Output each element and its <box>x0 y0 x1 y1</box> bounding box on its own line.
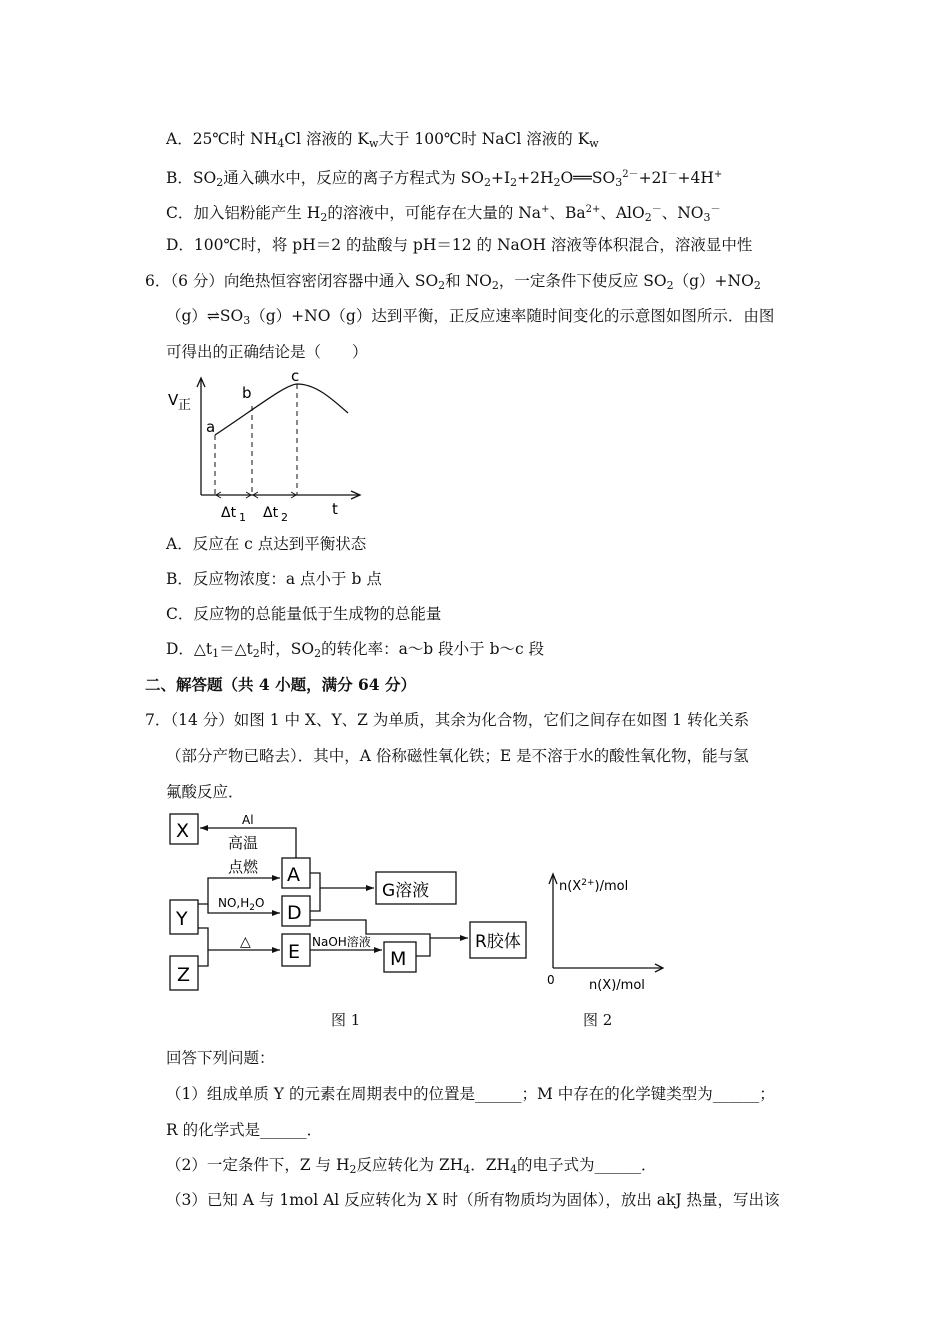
y-label: V <box>168 391 179 409</box>
figure1-caption: 图 1 <box>331 1011 361 1029</box>
q5-option-b: B．$SO_2$通入碘水中，反应的离子方程式为 $SO_2+I_2+2H_2O══SO_3^{2-}+2I^-+4H^+$ <box>166 169 723 189</box>
dt2-sub: 2 <box>281 511 288 524</box>
q7-figure1-diagram <box>160 808 540 998</box>
q7-figure2-axes <box>545 868 670 996</box>
q7-part1-line2: R 的化学式是______． <box>166 1121 323 1139</box>
q7-prompt: 回答下列问题： <box>166 1049 275 1067</box>
d-box-label: D <box>287 902 302 924</box>
section-heading: 二、解答题（共 4 小题，满分 64 分） <box>145 675 416 694</box>
rate-curve <box>215 384 348 435</box>
x-box-label: X <box>176 820 190 842</box>
heat-triangle-label: △ <box>240 934 251 950</box>
naoh-label: NaOH溶液 <box>312 935 371 949</box>
q6-rate-graph <box>160 365 375 525</box>
q6-option-d: D．$\triangle t_1=\triangle t_2$时，$SO_2$的转化率：a～b 段小于 b～c 段 <box>166 640 545 660</box>
q6-option-a: A．反应在 c 点达到平衡状态 <box>166 535 367 553</box>
q6-stem-line1: 6．（6 分）向绝热恒容密闭容器中通入 $SO_2$和 $NO_2$，一定条件下使反应 $SO_2(g)+NO_2$ <box>145 272 761 292</box>
q7-stem-line2: （部分产物已略去）．其中，A 俗称磁性氧化铁；E 是不溶于水的酸性氧化物，能与氢 <box>166 747 749 765</box>
dt1-label: Δt <box>221 505 237 521</box>
q6-stem-line2: $(g)\rightleftharpoons SO_3(g)+NO(g)$达到平衡，正反应速率随时间变化的示意图如图所示．由图 <box>166 307 775 327</box>
q7-stem-line1: 7．（14 分）如图 1 中 X、Y、Z 为单质，其余为化合物，它们之间存在如图 1 转化关系 <box>145 711 750 729</box>
q6-option-c: C．反应物的总能量低于生成物的总能量 <box>166 605 442 623</box>
q7-part1-line1: （1）组成单质 Y 的元素在周期表中的位置是______；M 中存在的化学键类型为______； <box>166 1085 775 1103</box>
al-label: Al <box>242 813 254 827</box>
g-box-label: G溶液 <box>382 881 430 901</box>
z-box-label: Z <box>177 964 191 986</box>
e-box-label: E <box>288 941 301 963</box>
q7-part2: （2）一定条件下，Z 与 $H_2$反应转化为 $ZH_4$．$ZH_4$的电子式为______． <box>166 1156 657 1176</box>
dt2-label: Δt <box>263 505 279 521</box>
q7-stem-line3: 氟酸反应． <box>166 783 244 801</box>
dianran-label: 点燃 <box>228 858 259 876</box>
dt1-sub: 1 <box>239 511 246 524</box>
y-box-label: Y <box>176 908 188 930</box>
point-a-label: a <box>206 418 216 436</box>
point-c-label: c <box>291 367 300 385</box>
gaowen-label: 高温 <box>228 834 259 852</box>
y-label-sub: 正 <box>178 398 192 413</box>
q6-option-b: B．反应物浓度：a 点小于 b 点 <box>166 570 382 588</box>
q5-option-c: C．加入铝粉能产生 $H_2$的溶液中，可能存在大量的 Na+、$Ba^{2+}$、AlO$_2$－、$NO_3^-$ <box>166 204 721 224</box>
m-box-label: M <box>390 948 407 970</box>
a-box-label: A <box>287 864 300 886</box>
q7-part3: （3）已知 A 与 1mol Al 反应转化为 X 时（所有物质均为固体），放出 akJ 热量，写出该 <box>166 1191 780 1209</box>
q5-option-a: A．25℃时 $NH_4Cl$ 溶液的 $K_w$大于 100℃时 NaCl 溶液的 $K_w$ <box>166 130 599 150</box>
x-label: t <box>332 500 338 518</box>
fig2-y-label: $n(X^{2+})$/mol <box>559 878 629 894</box>
r-box-label: R胶体 <box>475 932 521 952</box>
q5-option-d: D．100℃时，将 pH＝2 的盐酸与 pH＝12 的 NaOH 溶液等体积混合，溶液显中性 <box>166 236 753 254</box>
fig2-origin: 0 <box>547 973 555 987</box>
fig2-x-label: n(X)/mol <box>589 978 645 993</box>
point-b-label: b <box>242 384 252 402</box>
q6-stem-line3: 可得出的正确结论是（ ） <box>166 343 368 361</box>
figure2-caption: 图 2 <box>583 1011 613 1029</box>
no-h2o-label: $NO,H_2O$ <box>218 896 265 913</box>
